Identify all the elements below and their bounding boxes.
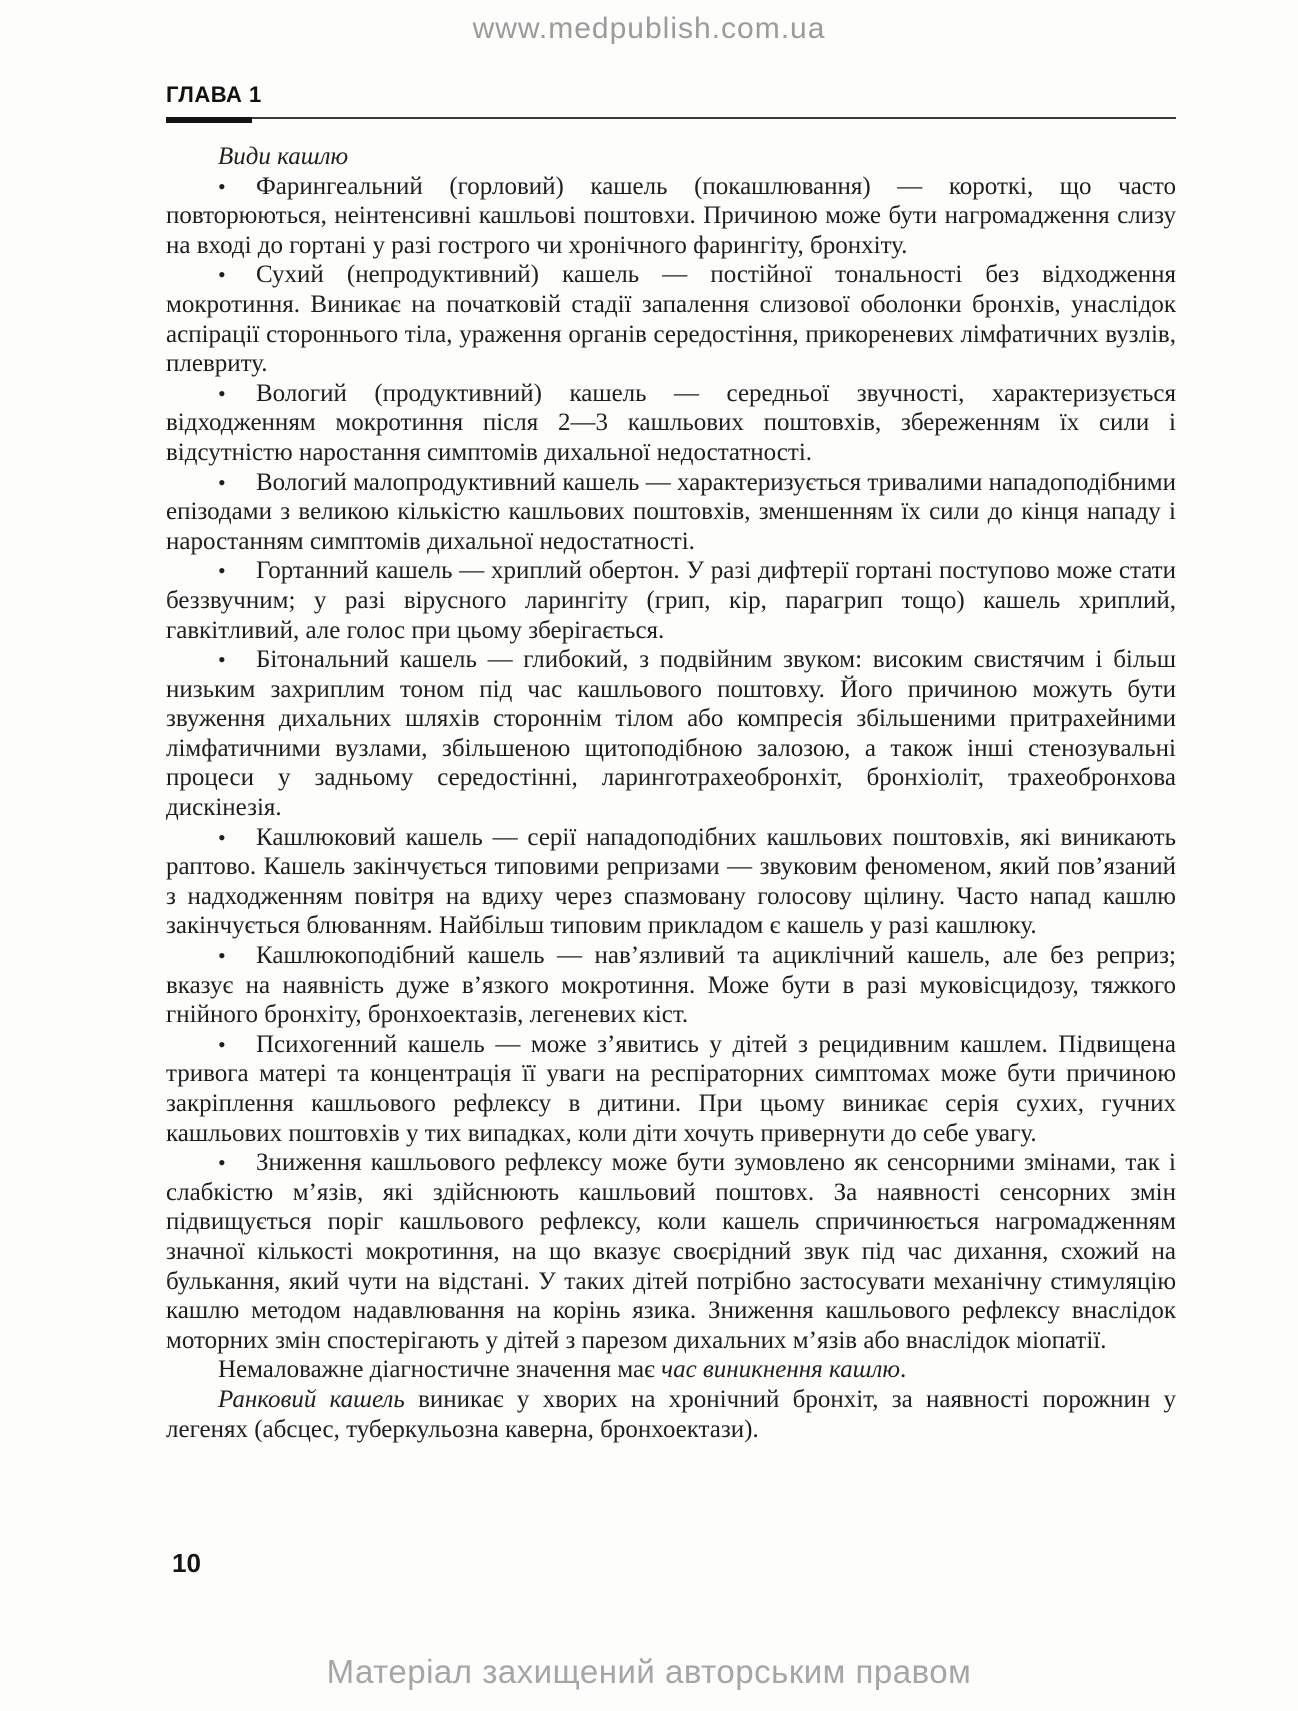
- italic-phrase: Ранковий кашель: [218, 1385, 405, 1413]
- chapter-label: ГЛАВА 1: [166, 82, 262, 107]
- section-title: Види кашлю: [218, 143, 349, 170]
- bullet-marker-icon: •: [218, 824, 226, 850]
- bullet-text: Фарингеальний (горловий) кашель (покашлювання) — короткі, що часто повторюються, неінтенсивні кашльові поштовхи. Причиною може бути нагромадження слизу на вході до гортані у разі гострого чи хронічного фарингіту, бронхіту.: [166, 172, 1176, 259]
- bullet-paragraph: [166, 1030, 1176, 1148]
- bullet-paragraph: [166, 172, 1176, 261]
- copyright-watermark-bottom: Матеріал захищений авторським правом: [326, 1653, 972, 1690]
- closing-paragraphs: [166, 1355, 1176, 1444]
- page-body: [166, 142, 1176, 1444]
- header-rule-thin: [166, 117, 1176, 119]
- bullet-paragraph: [166, 260, 1176, 378]
- text-segment: Немаловажне діагностичне значення має: [218, 1356, 662, 1384]
- bullet-paragraph: [166, 941, 1176, 1030]
- bullet-paragraph: [166, 645, 1176, 823]
- bullet-marker-icon: •: [218, 1031, 226, 1057]
- bullet-marker-icon: •: [218, 1150, 226, 1176]
- paragraph: [166, 1355, 1176, 1385]
- bullet-marker-icon: •: [218, 647, 226, 673]
- italic-phrase: час виникнення кашлю: [661, 1356, 901, 1384]
- bullet-marker-icon: •: [218, 380, 226, 406]
- text-segment: виникає у хворих на хронічний бронхіт, за наявності порожнин у легенях (абсцес, туберкульозна каверна, бронхоектази).: [166, 1385, 1177, 1443]
- publisher-watermark-top: www.medpublish.com.ua: [472, 12, 826, 45]
- bullet-marker-icon: •: [218, 558, 226, 584]
- paragraph: [166, 1385, 1176, 1444]
- header-rule: [166, 117, 1176, 123]
- bullet-paragraph: [166, 556, 1176, 645]
- bullet-marker-icon: •: [218, 943, 226, 969]
- bullet-paragraph: [166, 1148, 1176, 1355]
- chapter-header: [166, 82, 1176, 123]
- bullet-paragraph: [166, 468, 1176, 557]
- bullet-text: Вологий (продуктивний) кашель — середньої звучності, характеризується відходженням мокротиння після 2—3 кашльових поштовхів, збереженням їх сили і відсутністю наростання симптомів дихальної недостатності.: [166, 379, 1176, 466]
- bullet-text: Психогенний кашель — може з’явитись у дітей з рецидивним кашлем. Підвищена тривога матері та концентрація її уваги на респіраторних симптомах може бути причиною закріплення кашльового рефлексу в дитини. При цьому виникає серія сухих, гучних кашльових поштовхів у тих випадках, коли діти хочуть привернути до себе увагу.: [166, 1030, 1176, 1147]
- text-segment: .: [900, 1356, 907, 1384]
- bullet-text: Зниження кашльового рефлексу може бути зумовлено як сенсорними змінами, так і слабкістю м’язів, які здійснюють кашльовий поштовх. За наявності сенсорних змін підвищується поріг кашльового рефлексу, коли кашель спричинюється нагромадженням значної кількості мокротиння, на що вказує своєрідний звук під час дихання, схожий на булькання, який чути на відстані. У таких дітей потрібно застосувати механічну стимуляцію кашлю методом надавлювання на корінь язика. Зниження кашльового рефлексу внаслідок моторних змін спостерігають у дітей з парезом дихальних м’язів або внаслідок міопатії.: [166, 1149, 1176, 1354]
- bullet-marker-icon: •: [218, 173, 226, 199]
- bullet-marker-icon: •: [218, 469, 226, 495]
- bullet-text: Бітональний кашель — глибокий, з подвійним звуком: високим свистячим і більш низьким захриплим тоном під час кашльового поштовху. Його причиною можуть бути звуження дихальних шляхів стороннім тілом або компресія збільшеними притрахейними лімфатичними вузлами, збільшеною щитоподібною залозою, а також інші стенозувальні процеси у задньому середостінні, ларинготрахеобронхіт, бронхіоліт, трахеобронхова дискінезія.: [166, 646, 1176, 822]
- bullet-paragraph: [166, 823, 1176, 941]
- bullet-list: [166, 172, 1176, 1356]
- bullet-text: Вологий малопродуктивний кашель — характеризується тривалими нападоподібними епізодами з великою кількістю кашльових поштовхів, зменшенням їх сили до кінця нападу і наростанням симптомів дихальної недостатності.: [166, 468, 1176, 555]
- bullet-text: Сухий (непродуктивний) кашель — постійної тональності без відходження мокротиння. Виникає на початковій стадії запалення слизової оболонки бронхів, унаслідок аспірації стороннього тіла, ураження органів середостіння, прикореневих лімфатичних вузлів, плевриту.: [166, 261, 1176, 378]
- header-rule-thick: [166, 117, 252, 123]
- bullet-text: Кашлюковий кашель — серії нападоподібних кашльових поштовхів, які виникають раптово. Кашель закінчується типовими репризами — звуковим феноменом, який пов’язаний з надходженням повітря на вдиху через спазмовану голосову щілину. Часто напад кашлю закінчується блюванням. Найбільш типовим прикладом є кашель у разі кашлюку.: [166, 823, 1176, 940]
- bullet-paragraph: [166, 379, 1176, 468]
- page-number: 10: [172, 1548, 201, 1578]
- bullet-marker-icon: •: [218, 262, 226, 288]
- bullet-text: Кашлюкоподібний кашель — нав’язливий та ациклічний кашель, але без реприз; вказує на наявність дуже в’язкого мокротиння. Може бути в разі муковісцидозу, тяжкого гнійного бронхіту, бронхоектазів, легеневих кіст.: [166, 942, 1176, 1029]
- bullet-text: Гортанний кашель — хриплий обертон. У разі дифтерії гортані поступово може стати беззвучним; у разі вірусного ларингіту (грип, кір, парагрип тощо) кашель хриплий, гавкітливий, але голос при цьому зберігається.: [166, 557, 1176, 644]
